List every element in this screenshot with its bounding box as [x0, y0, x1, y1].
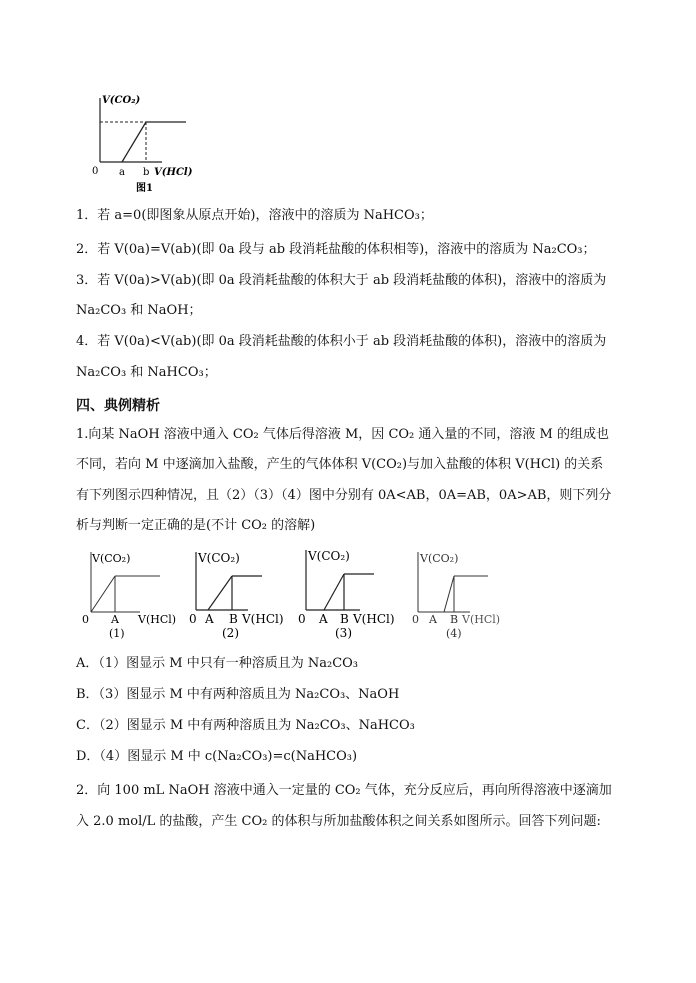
option-d: D．（4）图显示 M 中 c(Na₂CO₃)=c(NaHCO₃)	[76, 749, 358, 764]
figure-1-rising-line	[122, 122, 146, 162]
graph-1-y-label: V(CO₂)	[92, 552, 131, 565]
graph-3	[298, 548, 404, 648]
question-1-line-4: 析与判断一定正确的是(不计 CO₂ 的溶解)	[76, 518, 316, 533]
graph-1-tick-a: A	[111, 613, 119, 626]
option-a: A．（1）图显示 M 中只有一种溶质且为 Na₂CO₃	[76, 656, 359, 671]
graph-2-tick-a: A	[205, 612, 214, 626]
graph-2	[186, 548, 292, 648]
figure-1-y-label: V(CO₂)	[102, 95, 141, 106]
graph-4-tick-b: B	[450, 613, 459, 626]
rule-4-continued: Na₂CO₃ 和 NaHCO₃；	[76, 365, 217, 380]
question-1-line-3: 有下列图示四种情况，且（2）（3）（4）图中分别有 0A<AB，0A=AB，0A>AB，则下列分	[76, 488, 612, 503]
graph-4-tick-a: A	[429, 613, 437, 626]
graph-3-rising-line	[324, 574, 344, 610]
figure-1-origin-label: 0	[92, 166, 99, 177]
figure-1-caption: 图1	[136, 183, 153, 194]
graph-4-rising-line	[444, 576, 454, 612]
graph-2-tick-b: B	[229, 612, 238, 626]
rule-2: 2．若 V(0a)=V(ab)(即 0a 段与 ab 段消耗盐酸的体积相等)，溶液中的溶质为 Na₂CO₃；	[76, 242, 596, 257]
graph-1-id: (1)	[109, 627, 125, 640]
graph-2-origin: 0	[189, 612, 197, 626]
rule-1: 1．若 a=0(即图象从原点开始)，溶液中的溶质为 NaHCO₃；	[76, 208, 433, 223]
question-2-line-2: 入 2.0 mol/L 的盐酸，产生 CO₂ 的体积与所加盐酸体积之间关系如图所示。回答下列问题:	[76, 814, 601, 829]
graph-1-rising-line	[91, 576, 115, 612]
graph-4-x-label: V(HCl)	[462, 613, 501, 626]
figure-1-tick-a: a	[119, 167, 125, 178]
option-c: C．（2）图显示 M 中有两种溶质且为 Na₂CO₃、NaHCO₃	[76, 718, 415, 733]
figure-1-x-label: V(HCl)	[154, 167, 193, 178]
graph-2-x-label: V(HCl)	[242, 612, 284, 626]
question-1-line-2: 不同，若向 M 中逐滴加入盐酸，产生的气体体积 V(CO₂)与加入盐酸的体积 V(HCl) 的关系	[76, 457, 604, 472]
graph-1-origin: 0	[82, 613, 89, 626]
graph-2-rising-line	[208, 576, 232, 610]
graph-3-id: (3)	[335, 626, 352, 640]
graph-3-y-label: V(CO₂)	[308, 549, 350, 563]
section-heading: 四、典例精析	[76, 398, 160, 414]
figure-1-graph	[92, 86, 204, 198]
graph-3-tick-b: B	[340, 612, 349, 626]
rule-3: 3．若 V(0a)>V(ab)(即 0a 段消耗盐酸的体积大于 ab 段消耗盐酸的体积)，溶液中的溶质为	[76, 273, 607, 288]
graph-1	[82, 548, 182, 648]
option-b: B．（3）图显示 M 中有两种溶质且为 Na₂CO₃、NaOH	[76, 687, 400, 702]
rule-4: 4．若 V(0a)<V(ab)(即 0a 段消耗盐酸的体积小于 ab 段消耗盐酸的体积)，溶液中的溶质为	[76, 334, 607, 349]
rule-3-continued: Na₂CO₃ 和 NaOH；	[76, 303, 202, 318]
graph-2-y-label: V(CO₂)	[198, 551, 240, 565]
graph-4-id: (4)	[446, 627, 462, 640]
figure-1-tick-b: b	[143, 167, 150, 178]
graph-4	[412, 548, 516, 648]
question-1-line-1: 1.向某 NaOH 溶液中通入 CO₂ 气体后得溶液 M，因 CO₂ 通入量的不同，溶液 M 的组成也	[76, 427, 609, 442]
graph-3-x-label: V(HCl)	[353, 612, 395, 626]
graph-2-id: (2)	[222, 626, 239, 640]
graph-1-x-label: V(HCl)	[138, 613, 177, 626]
graph-4-origin: 0	[412, 613, 419, 626]
graph-3-tick-a: A	[319, 612, 328, 626]
question-2-line-1: 2．向 100 mL NaOH 溶液中通入一定量的 CO₂ 气体，充分反应后，再向所得溶液中逐滴加	[76, 783, 612, 798]
graph-4-y-label: V(CO₂)	[420, 552, 459, 565]
graph-3-origin: 0	[298, 612, 306, 626]
